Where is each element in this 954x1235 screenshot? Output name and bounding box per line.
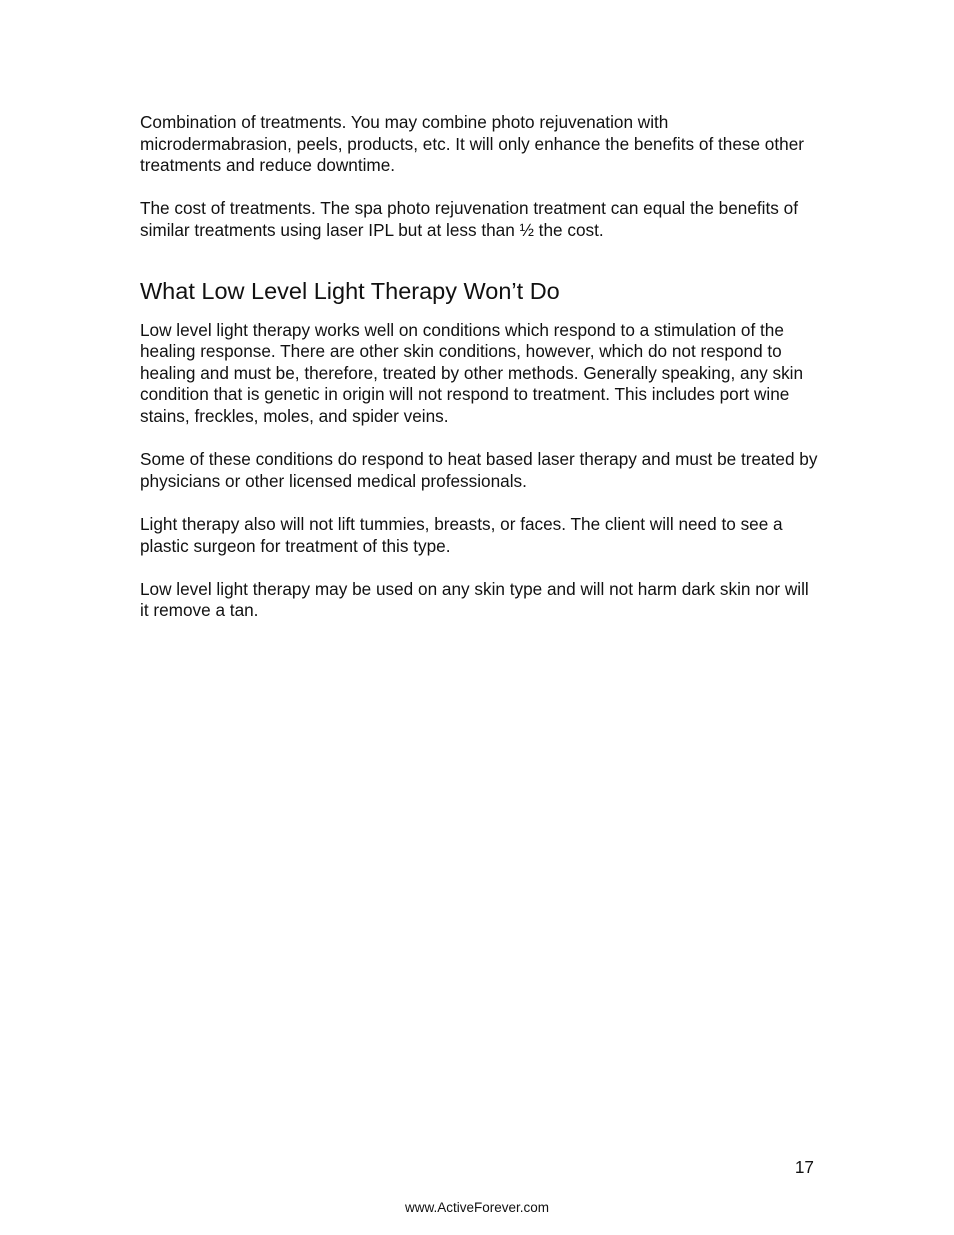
paragraph-no-lift: Light therapy also will not lift tummies, breasts, or faces. The client will need to see a plastic surgeon for treatment of this type. <box>140 513 783 556</box>
paragraph-healing-response: Low level light therapy works well on conditions which respond to a stimulation of the healing response. There are other skin conditions, however, which do not respond to healing and must be, therefore, treated by other methods. Generally speaking, any skin condition that is genetic in origin will not respond to treatment. This includes port wine stains, freckles, moles, and spider veins. <box>140 319 804 426</box>
paragraph-combination-of-treatments: Combination of treatments. You may combine photo rejuvenation with microdermabrasion, peels, products, etc. It will only enhance the benefits of these other treatments and reduce downtime. <box>140 112 804 176</box>
paragraph-heat-based-laser: Some of these conditions do respond to heat based laser therapy and must be treated by physicians or other licensed medical professionals. <box>140 449 818 491</box>
footer-url: www.ActiveForever.com <box>404 1200 550 1215</box>
paragraph-skin-type: Low level light therapy may be used on any skin type and will not harm dark skin nor will it remove a tan. <box>140 578 809 621</box>
paragraph-cost-of-treatments: The cost of treatments. The spa photo rejuvenation treatment can equal the benefits of similar treatments using laser IPL but at less than ½ the cost. <box>140 198 798 240</box>
page-number: 17 <box>794 1157 814 1177</box>
page-content <box>140 112 820 643</box>
section-heading: What Low Level Light Therapy Won’t Do <box>140 277 560 304</box>
